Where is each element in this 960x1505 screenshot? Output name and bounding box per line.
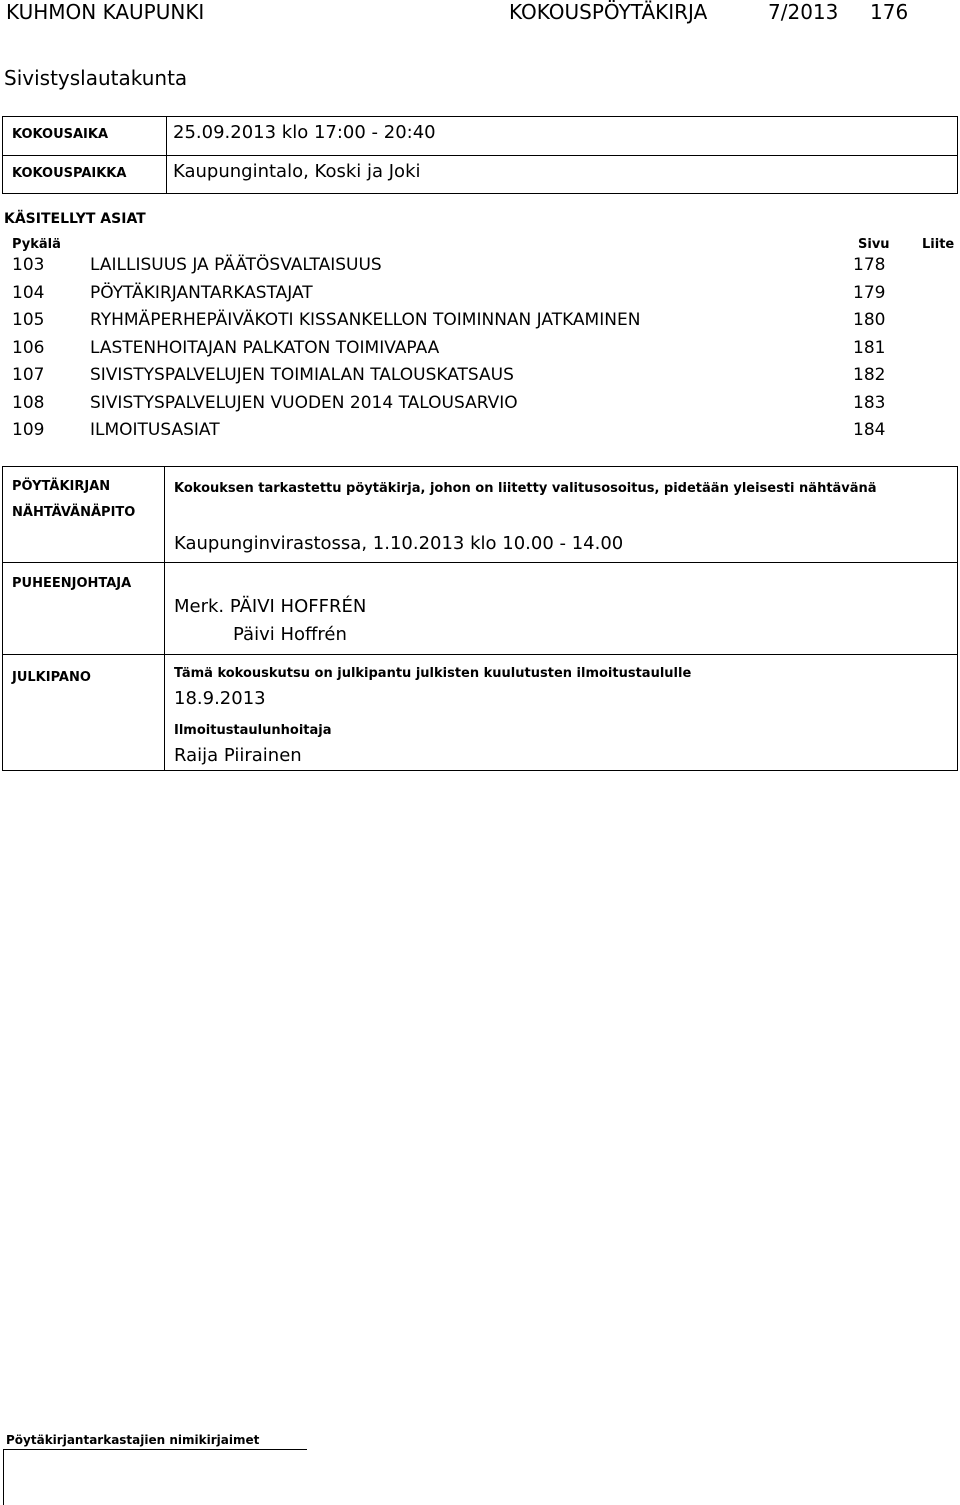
column-header-page: Sivu xyxy=(858,237,890,252)
minutes-display-label-line2: NÄHTÄVÄNÄPITO xyxy=(12,505,136,520)
agenda-item-title: SIVISTYSPALVELUJEN TOIMIALAN TALOUSKATSAUS xyxy=(90,365,514,385)
minutes-display-location: Kaupunginvirastossa, 1.10.2013 klo 10.00 - 14.00 xyxy=(174,533,624,554)
agenda-item-title: SIVISTYSPALVELUJEN VUODEN 2014 TALOUSARVIO xyxy=(90,392,518,413)
agenda-item-number: 105 xyxy=(12,310,45,330)
agenda-item-page: 181 xyxy=(853,337,886,358)
agenda-item-title: LASTENHOITAJAN PALKATON TOIMIVAPAA xyxy=(90,337,440,358)
meeting-place-row xyxy=(3,156,957,194)
info-box-divider xyxy=(164,467,165,770)
inspectors-box-left-line xyxy=(3,1449,4,1505)
meeting-time-row xyxy=(3,117,957,155)
notice-board-keeper-label: Ilmoitustaulunhoitaja xyxy=(174,723,332,738)
chairperson-label: PUHEENJOHTAJA xyxy=(12,576,132,591)
agenda-item-page: 178 xyxy=(853,255,886,275)
agenda-item-page: 182 xyxy=(853,365,886,385)
agenda-item xyxy=(0,391,960,419)
agenda-item-number: 107 xyxy=(12,365,45,385)
posting-date: 18.9.2013 xyxy=(174,688,266,709)
meeting-info-box xyxy=(2,116,958,194)
committee-name: Sivistyslautakunta xyxy=(4,66,188,90)
posting-statement: Tämä kokouskutsu on julkipantu julkisten kuulutusten ilmoitustaululle xyxy=(174,666,692,681)
meeting-time-value: 25.09.2013 klo 17:00 - 20:40 xyxy=(173,122,436,143)
inspectors-initials-title: Pöytäkirjantarkastajien nimikirjaimet xyxy=(6,1433,260,1447)
agenda-item-number: 109 xyxy=(12,420,45,440)
info-box-separator xyxy=(3,654,957,655)
agenda-item xyxy=(0,418,960,446)
agenda-item-number: 106 xyxy=(12,337,45,358)
agenda-item-number: 108 xyxy=(12,392,45,413)
page-header xyxy=(6,0,956,26)
posting-label: JULKIPANO xyxy=(12,670,91,685)
agenda-item xyxy=(0,281,960,309)
document-type: KOKOUSPÖYTÄKIRJA xyxy=(509,0,708,24)
page-number: 176 xyxy=(870,0,909,24)
agenda-item xyxy=(0,336,960,364)
agenda-item-title: PÖYTÄKIRJANTARKASTAJAT xyxy=(90,282,313,303)
agenda-item-number: 104 xyxy=(12,282,45,303)
agenda-item-page: 183 xyxy=(853,392,886,413)
meeting-number: 7/2013 xyxy=(768,0,839,24)
agenda-item xyxy=(0,363,960,391)
agenda-list xyxy=(0,253,960,446)
meeting-time-label: KOKOUSAIKA xyxy=(12,127,109,142)
agenda-item-title: LAILLISUUS JA PÄÄTÖSVALTAISUUS xyxy=(90,255,382,275)
meeting-place-label: KOKOUSPAIKKA xyxy=(12,166,127,181)
agenda-item-page: 179 xyxy=(853,282,886,303)
info-box-separator xyxy=(3,562,957,563)
column-header-section: Pykälä xyxy=(12,237,61,252)
agenda-item-page: 180 xyxy=(853,310,886,330)
agenda-item-title: RYHMÄPERHEPÄIVÄKOTI KISSANKELLON TOIMINNAN JATKAMINEN xyxy=(90,310,641,330)
column-header-attachment: Liite xyxy=(922,237,955,252)
minutes-info-box xyxy=(2,466,958,771)
meeting-place-value: Kaupungintalo, Koski ja Joki xyxy=(173,161,421,182)
minutes-display-label-line1: PÖYTÄKIRJAN xyxy=(12,479,111,494)
agenda-item-title: ILMOITUSASIAT xyxy=(90,420,220,440)
agenda-item-number: 103 xyxy=(12,255,45,275)
minutes-display-statement: Kokouksen tarkastettu pöytäkirja, johon on liitetty valitusosoitus, pidetään yleisesti nähtävänä xyxy=(174,481,877,496)
chairperson-signed: Merk. PÄIVI HOFFRÉN xyxy=(174,596,367,617)
organization-name: KUHMON KAUPUNKI xyxy=(6,0,205,24)
agenda-item xyxy=(0,253,960,281)
chairperson-name: Päivi Hoffrén xyxy=(233,624,347,645)
agenda-column-headers xyxy=(0,237,960,253)
agenda-section-title: KÄSITELLYT ASIAT xyxy=(4,211,146,227)
agenda-item-page: 184 xyxy=(853,420,886,440)
inspectors-box-top-line xyxy=(3,1449,307,1450)
agenda-item xyxy=(0,308,960,336)
notice-board-keeper-name: Raija Piirainen xyxy=(174,745,302,766)
